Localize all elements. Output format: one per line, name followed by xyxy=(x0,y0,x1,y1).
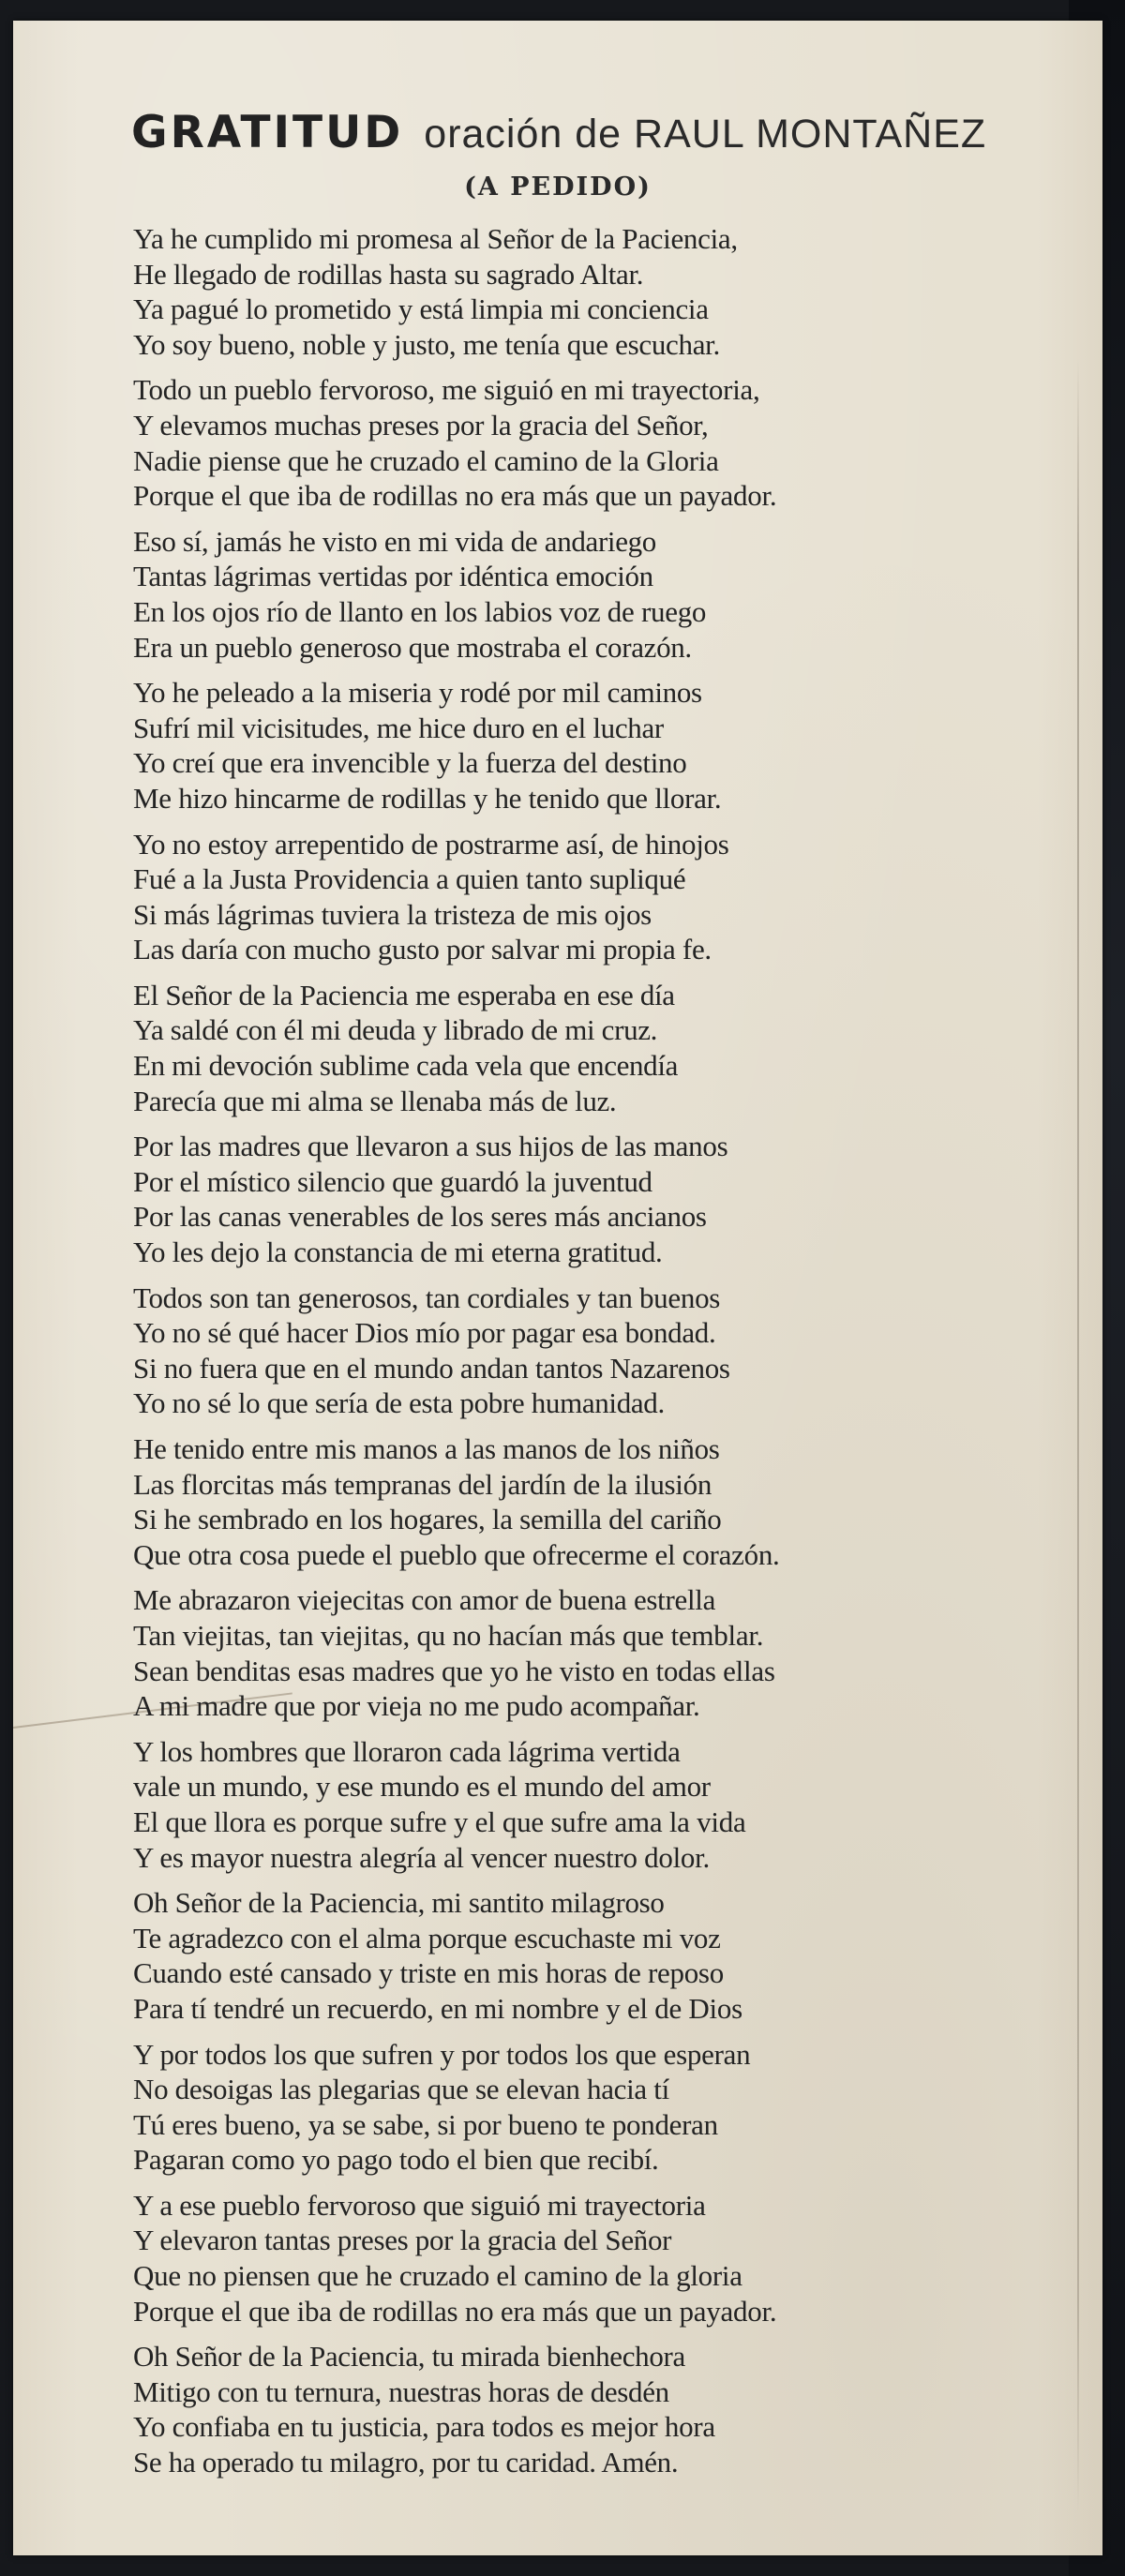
stanza xyxy=(133,2037,1099,2178)
poem-line: Todos son tan generosos, tan cordiales y tan buenos xyxy=(133,1281,721,1314)
poem-line: Si no fuera que en el mundo andan tantos Nazarenos xyxy=(133,1351,730,1385)
poem-line: vale un mundo, y ese mundo es el mundo del amor xyxy=(133,1770,711,1804)
poem-line: Yo no estoy arrepentido de postrarme así, de hinojos xyxy=(133,827,729,861)
poem-line: Yo confiaba en tu justicia, para todos es mejor hora xyxy=(133,2410,715,2444)
stanza xyxy=(133,2188,1099,2329)
poem-line: Yo he peleado a la miseria y rodé por mil caminos xyxy=(133,676,702,710)
poem-line: Ya pagué lo prometido y está limpia mi conciencia xyxy=(133,292,709,326)
poem-line: Yo soy bueno, noble y justo, me tenía que escuchar. xyxy=(133,327,720,361)
poem-line: Las daría con mucho gusto por salvar mi propia fe. xyxy=(133,933,712,966)
newspaper-clipping xyxy=(13,21,1102,2555)
poem-line: Me abrazaron viejecitas con amor de buena estrella xyxy=(133,1583,716,1617)
poem-line: Tan viejitas, tan viejitas, qu no hacían más que temblar. xyxy=(133,1618,764,1652)
poem-line: Si he sembrado en los hogares, la semilla del cariño xyxy=(133,1503,722,1536)
poem-line: Si más lágrimas tuviera la tristeza de mis ojos xyxy=(133,897,652,931)
poem-line: Y a ese pueblo fervoroso que siguió mi trayectoria xyxy=(133,2188,706,2222)
poem-line: Yo no sé lo que sería de esta pobre humanidad. xyxy=(133,1386,665,1420)
title-row xyxy=(131,107,1106,182)
poem-line: Mitigo con tu ternura, nuestras horas de desdén xyxy=(133,2374,669,2408)
poem-line: Ya he cumplido mi promesa al Señor de la Paciencia, xyxy=(133,222,738,255)
poem-line: Y es mayor nuestra alegría al vencer nuestro dolor. xyxy=(133,1840,710,1874)
stanza xyxy=(133,675,1099,816)
poem-line: Y por todos los que sufren y por todos los que esperan xyxy=(133,2037,751,2071)
poem-line: He llegado de rodillas hasta su sagrado Altar. xyxy=(133,257,644,291)
poem-line: Cuando esté cansado y triste en mis horas de reposo xyxy=(133,1956,724,1990)
poem-line: Eso sí, jamás he visto en mi vida de andariego xyxy=(133,524,656,558)
poem-line: Que otra cosa puede el pueblo que ofrecerme el corazón. xyxy=(133,1537,780,1571)
poem-subtitle: (A PEDIDO) xyxy=(464,172,652,202)
stanza xyxy=(133,1582,1099,1723)
stanza xyxy=(133,2339,1099,2479)
poem-line: El Señor de la Paciencia me esperaba en ese día xyxy=(133,978,675,1011)
poem-title: GRATITUD xyxy=(131,107,404,158)
poem-line: Las florcitas más tempranas del jardín de la ilusión xyxy=(133,1467,712,1501)
stanza xyxy=(133,1885,1099,2026)
poem-line: Pagaran como yo pago todo el bien que recibí. xyxy=(133,2143,659,2177)
poem-line: A mi madre que por vieja no me pudo acompañar. xyxy=(133,1689,700,1723)
poem-line: Sean benditas esas madres que yo he visto en todas ellas xyxy=(133,1654,775,1687)
stanza xyxy=(133,1734,1099,1875)
poem-line: En los ojos río de llanto en los labios voz de ruego xyxy=(133,594,707,628)
poem-line: El que llora es porque sufre y el que sufre ama la vida xyxy=(133,1805,746,1838)
poem-line: Y elevaron tantas preses por la gracia del Señor xyxy=(133,2224,672,2257)
poem-line: Y los hombres que lloraron cada lágrima vertida xyxy=(133,1734,681,1768)
poem-line: Y elevamos muchas preses por la gracia del Señor, xyxy=(133,408,709,442)
poem-line: Oh Señor de la Paciencia, mi santito milagroso xyxy=(133,1886,665,1920)
poem-line: Por las canas venerables de los seres más ancianos xyxy=(133,1200,707,1234)
poem-line: Por el místico silencio que guardó la juventud xyxy=(133,1164,652,1198)
stanza xyxy=(133,221,1099,362)
poem-line: Para tí tendré un recuerdo, en mi nombre y el de Dios xyxy=(133,1991,742,2025)
poem-line: Yo les dejo la constancia de mi eterna gratitud. xyxy=(133,1236,663,1269)
poem-line: Se ha operado tu milagro, por tu caridad. Amén. xyxy=(133,2446,679,2479)
poem-line: Porque el que iba de rodillas no era más que un payador. xyxy=(133,479,777,513)
poem-line: Todo un pueblo fervoroso, me siguió en mi trayectoria, xyxy=(133,373,760,407)
poem-line: No desoigas las plegarias que se elevan hacia tí xyxy=(133,2073,669,2106)
poem-line: Que no piensen que he cruzado el camino de la gloria xyxy=(133,2259,742,2293)
poem-body xyxy=(133,221,1099,2491)
poem-line: Yo no sé qué hacer Dios mío por pagar esa bondad. xyxy=(133,1316,716,1350)
stanza xyxy=(133,978,1099,1118)
poem-author-line: oración de RAUL MONTAÑEZ xyxy=(424,112,987,157)
poem-line: Ya saldé con él mi deuda y librado de mi cruz. xyxy=(133,1013,658,1047)
poem-line: Sufrí mil vicisitudes, me hice duro en el luchar xyxy=(133,711,664,744)
poem-line: Te agradezco con el alma porque escuchaste mi voz xyxy=(133,1921,721,1954)
stanza xyxy=(133,827,1099,967)
poem-line: Tú eres bueno, ya se sabe, si por bueno te ponderan xyxy=(133,2107,718,2141)
poem-line: Oh Señor de la Paciencia, tu mirada bienhechora xyxy=(133,2340,685,2374)
poem-line: He tenido entre mis manos a las manos de los niños xyxy=(133,1432,720,1465)
stanza xyxy=(133,1129,1099,1269)
stanza xyxy=(133,524,1099,665)
stanza xyxy=(133,1281,1099,1421)
poem-line: Parecía que mi alma se llenaba más de luz. xyxy=(133,1084,617,1117)
poem-line: Por las madres que llevaron a sus hijos de las manos xyxy=(133,1130,728,1163)
stanza xyxy=(133,372,1099,513)
poem-line: Yo creí que era invencible y la fuerza del destino xyxy=(133,746,687,780)
poem-line: Tantas lágrimas vertidas por idéntica emoción xyxy=(133,560,653,593)
poem-line: Porque el que iba de rodillas no era más que un payador. xyxy=(133,2294,777,2328)
poem-line: Me hizo hincarme de rodillas y he tenido que llorar. xyxy=(133,781,722,815)
poem-line: Fué a la Justa Providencia a quien tanto supliqué xyxy=(133,862,686,896)
poem-line: En mi devoción sublime cada vela que encendía xyxy=(133,1049,679,1083)
poem-line: Era un pueblo generoso que mostraba el corazón. xyxy=(133,630,692,664)
poem-line: Nadie piense que he cruzado el camino de la Gloria xyxy=(133,443,719,477)
stanza xyxy=(133,1431,1099,1572)
